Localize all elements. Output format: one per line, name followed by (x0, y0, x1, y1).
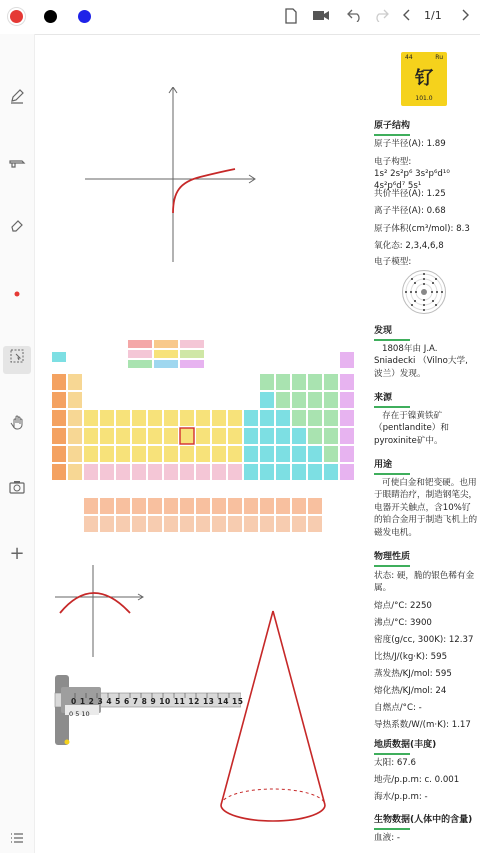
atomic-volume: 原子体积(cm³/mol): 8.3 (374, 224, 470, 234)
discovery-text: 1808年由 J.A. Sniadecki （Vilno大学, 波兰）发现。 (374, 344, 468, 379)
next-page-icon[interactable] (456, 8, 474, 26)
source-heading: 来源 (374, 392, 410, 408)
page-icon[interactable] (282, 8, 300, 26)
camera-icon[interactable] (3, 476, 31, 504)
eraser-icon[interactable] (3, 214, 31, 242)
pencil-icon[interactable] (3, 86, 31, 114)
color-red-swatch[interactable] (10, 10, 23, 23)
highlighter-icon[interactable] (3, 152, 31, 180)
crust-abundance: 地壳/p.p.m: c. 0.001 (374, 775, 460, 785)
melting-point: 熔点/°C: 2250 (374, 601, 432, 611)
sea-abundance: 海水/p.p.m: - (374, 792, 428, 802)
whiteboard-canvas[interactable] (35, 35, 365, 853)
ignition-point: 自燃点/°C: - (374, 703, 422, 713)
page-indicator: 1/1 (424, 9, 442, 22)
geo-heading: 地质数据(丰度) (374, 739, 436, 755)
fusion-heat: 熔化热/KJ/mol: 24 (374, 686, 447, 696)
ionic-radius: 离子半径(A): 0.68 (374, 206, 446, 216)
usage-text: 可使白金和钯变硬。也用于眼睛治疗，制造钢笔尖，电器开关触点，含10%钌的铂合金用于制造飞机上的磁发电机。 (374, 478, 478, 538)
log-graph (85, 87, 260, 267)
left-toolbar (0, 34, 35, 853)
bio-heading: 生物数据(人体中的含量) (374, 814, 472, 830)
boiling-point: 沸点/°C: 3900 (374, 618, 432, 628)
sun-abundance: 太阳: 67.6 (374, 758, 416, 768)
atomic-number: 44 (405, 54, 413, 61)
electron-config: 1s² 2s²p⁶ 3s²p⁶d¹⁰ 4s²p⁶d⁷ 5s¹ (374, 169, 450, 192)
element-symbol: 钌 (415, 68, 433, 89)
color-black-swatch[interactable] (44, 10, 57, 23)
model-label: 电子模型: (374, 257, 412, 267)
periodic-table[interactable] (50, 340, 365, 545)
color-blue-swatch[interactable] (78, 10, 91, 23)
video-icon[interactable] (312, 8, 330, 26)
vernier-scale-text: 0 5 10 (69, 710, 90, 718)
prev-page-icon[interactable] (398, 8, 416, 26)
specific-heat: 比热/J/(kg·K): 595 (374, 652, 448, 662)
parabola-graph (55, 565, 145, 660)
hand-icon[interactable] (3, 412, 31, 440)
source-text: 存在于镍黄铁矿（pentlandite）和pyroxinite矿中。 (374, 411, 449, 446)
evaporation-heat: 蒸发热/KJ/mol: 595 (374, 669, 452, 679)
atomic-radius: 原子半径(A): 1.89 (374, 139, 446, 149)
laser-dot-icon[interactable] (3, 280, 31, 308)
covalent-radius: 共价半径(A): 1.25 (374, 189, 446, 199)
ruler-scale-text: 0 1 2 3 4 5 6 7 8 9 10 11 12 13 14 15 (71, 697, 244, 706)
element-info-panel (368, 34, 480, 853)
blood-content: 血液: - (374, 833, 400, 843)
cone-shape (215, 609, 330, 849)
physical-heading: 物理性质 (374, 551, 410, 567)
thermal-conductivity: 导热系数/W/(m·K): 1.17 (374, 720, 471, 730)
top-toolbar (0, 0, 480, 35)
element-en-symbol: Ru (435, 54, 443, 61)
oxidation-states: 氧化态: 2,3,4,6,8 (374, 241, 444, 251)
redo-icon[interactable] (372, 8, 390, 26)
lasso-icon[interactable] (3, 346, 31, 374)
config-label: 电子构型: (374, 157, 412, 167)
element-tile (401, 52, 447, 106)
physical-state: 状态: 硬，脆的银色稀有金属。 (374, 571, 475, 594)
plus-icon[interactable]: + (9, 543, 25, 564)
electron-model (402, 270, 446, 314)
atomic-structure-heading: 原子结构 (374, 120, 410, 136)
usage-heading: 用途 (374, 459, 410, 475)
list-icon[interactable] (3, 826, 31, 854)
vernier-caliper[interactable] (51, 675, 244, 747)
undo-icon[interactable] (346, 8, 364, 26)
atomic-mass: 101.0 (415, 95, 433, 102)
discovery-heading: 发现 (374, 325, 410, 341)
density: 密度(g/cc, 300K): 12.37 (374, 635, 474, 645)
